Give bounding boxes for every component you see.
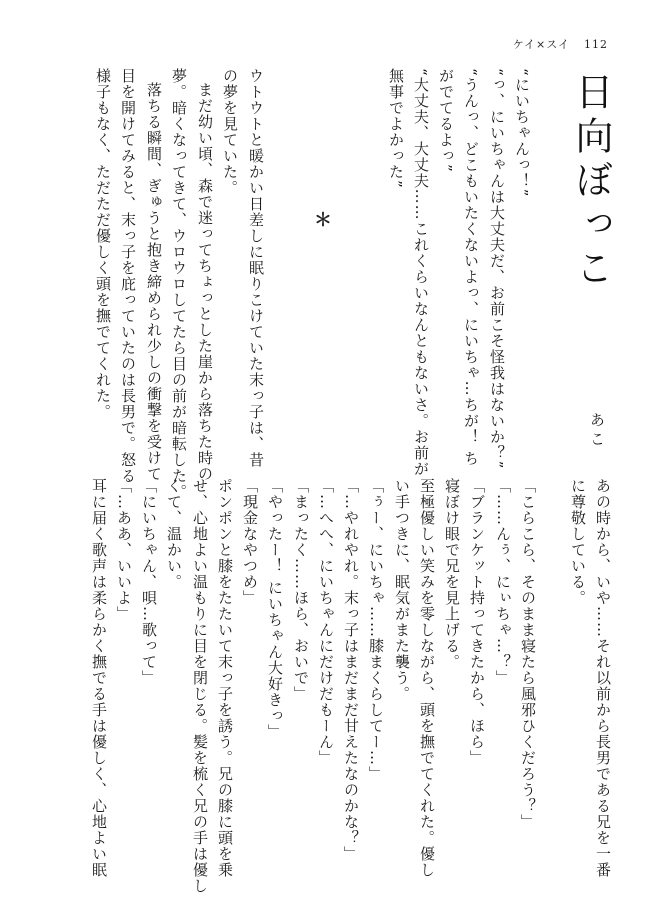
text-line: 「やったー！ にいちゃん大好きっ」 xyxy=(266,478,284,740)
text-line: 「現金なやつめ」 xyxy=(241,478,259,606)
text-line: くて、温かい。 xyxy=(165,478,183,590)
text-line: 「…やれやれ。末っ子はまだまだ甘えたなのかな？」 xyxy=(342,478,360,862)
text-line: 目を開けてみると、末っ子を庇っていたのは長男で。怒る xyxy=(119,68,137,484)
text-line: 夢。暗くなってきて、ウロウロしてたら目の前が暗転した。 xyxy=(170,68,188,500)
text-line: 寝ぼけ眼で兄を見上げる。 xyxy=(443,478,461,670)
text-line: がでてるよっ” xyxy=(437,68,455,173)
text-line: “っ、にいちゃんは大丈夫だ、お前こそ怪我はないか？” xyxy=(488,68,506,470)
story-author: あこ xyxy=(588,412,606,450)
text-line: “にいちゃんっ！” xyxy=(513,68,531,198)
text-line: に尊敬している。 xyxy=(569,478,587,606)
text-line: 「ぅー、にいちゃ……膝まくらしてー…」 xyxy=(367,478,385,782)
text-line: 「ブランケット持ってきたから、ほら」 xyxy=(468,478,486,766)
text-line: あの時から、いや……それ以前から長男である兄を一番 xyxy=(594,478,612,878)
running-header xyxy=(513,36,608,52)
text-line: 落ちる瞬間、ぎゅうと抱き締められ少しの衝撃を受けて xyxy=(145,82,163,482)
text-line: まだ幼い頃、森で迷ってちょっとした崖から落ちた時の xyxy=(196,82,214,482)
text-line: 無事でよかった” xyxy=(387,68,405,189)
text-line: ウトウトと暖かい日差しに眠りこけていた末っ子は、昔 xyxy=(247,68,265,468)
text-line: の夢を見ていた。 xyxy=(221,68,239,196)
text-line: “うんっ、どこもいたくないよっ、にいちゃ…ちが！ ち xyxy=(462,68,480,467)
text-line: ポンポンと膝をたたいて末っ子を誘う。兄の膝に頭を乗 xyxy=(216,478,234,878)
text-line: 「まったく……ほら、おいで」 xyxy=(292,478,310,702)
text-line: 耳に届く歌声は柔らかく撫でる手は優しく、心地よい眠 xyxy=(90,478,108,878)
text-line: 「こらこら、そのまま寝たら風邪ひくだろう？」 xyxy=(519,478,537,830)
text-line: 「にいちゃん、唄…歌って」 xyxy=(140,478,158,686)
text-line: 「…へへ、にいちゃんにだけだもーん」 xyxy=(317,478,335,766)
story-title: 日向ぼっこ xyxy=(569,72,613,292)
text-line: い手つきに、眠気がまた襲う。 xyxy=(393,478,411,702)
scene-break: ＊ xyxy=(314,210,332,231)
text-line: 「……んぅ、にぃちゃ…？」 xyxy=(494,478,512,686)
text-line: せ、心地よい温もりに目を閉じる。髪を梳く兄の手は優し xyxy=(191,478,209,894)
text-line: 様子もなく、ただただ優しく頭を撫でてくれた。 xyxy=(94,68,112,420)
text-line: 「…ああ、いいよ」 xyxy=(115,478,133,622)
text-line: 至極優しい笑みを零しながら、頭を撫でてくれた。優し xyxy=(418,478,436,878)
running-title: ケイ×スイ xyxy=(512,38,570,51)
text-line: “大丈夫、大丈夫……これくらいなんともないさ。お前が xyxy=(412,68,430,477)
page-number: 112 xyxy=(584,38,608,51)
